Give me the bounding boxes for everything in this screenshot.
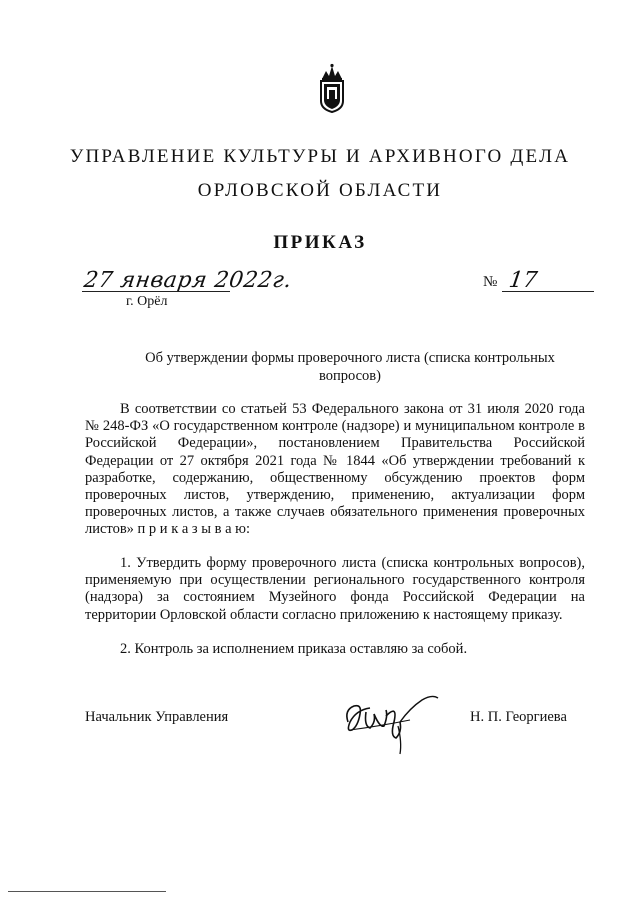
coat-of-arms-icon [318, 63, 346, 113]
signatory-name: Н. П. Георгиева [470, 709, 567, 725]
order-item-1: 1. Утвердить форму проверочного листа (списка контрольных вопросов), применяемую при осуществлении регионального государственного контроля (надзора) за состоянием Музейного фонда Российской Федерации на территории Орловской области согласно приложению к настоящему приказу. [85, 555, 585, 623]
organization-name-line1: УПРАВЛЕНИЕ КУЛЬТУРЫ И АРХИВНОГО ДЕЛА [69, 146, 571, 167]
footer-divider [8, 891, 166, 892]
document-number: 17 [507, 268, 539, 293]
date-underline [82, 291, 230, 292]
document-title: ПРИКАЗ [273, 232, 367, 253]
document-city: г. Орёл [126, 294, 168, 309]
organization-name-line2: ОРЛОВСКОЙ ОБЛАСТИ [197, 180, 443, 201]
signatory-position: Начальник Управления [85, 709, 229, 725]
number-label: № [483, 274, 498, 290]
document-date: 27 января 2022г. [82, 268, 294, 293]
handwritten-signature [340, 692, 450, 758]
document-subject: Об утверждении формы проверочного листа (списка контрольных вопросов) [145, 350, 555, 384]
number-underline [502, 291, 594, 292]
preamble-paragraph: В соответствии со статьей 53 Федерального закона от 31 июля 2020 года № 248-ФЗ «О государственном контроле (надзоре) и муниципальном контроле в Российской Федерации», постановлением Правительства Российской Федерации от 27 октября 2021 года № 1844 «Об утверждении требований к разработке, содержанию, общественному обсуждению проектов форм проверочных листов, утверждению, применению, актуализации форм проверочных листов, а также случаев обязательного применения проверочных листов» п р и к а з ы в а ю: [85, 401, 585, 538]
order-item-2: 2. Контроль за исполнением приказа оставляю за собой. [120, 641, 468, 657]
